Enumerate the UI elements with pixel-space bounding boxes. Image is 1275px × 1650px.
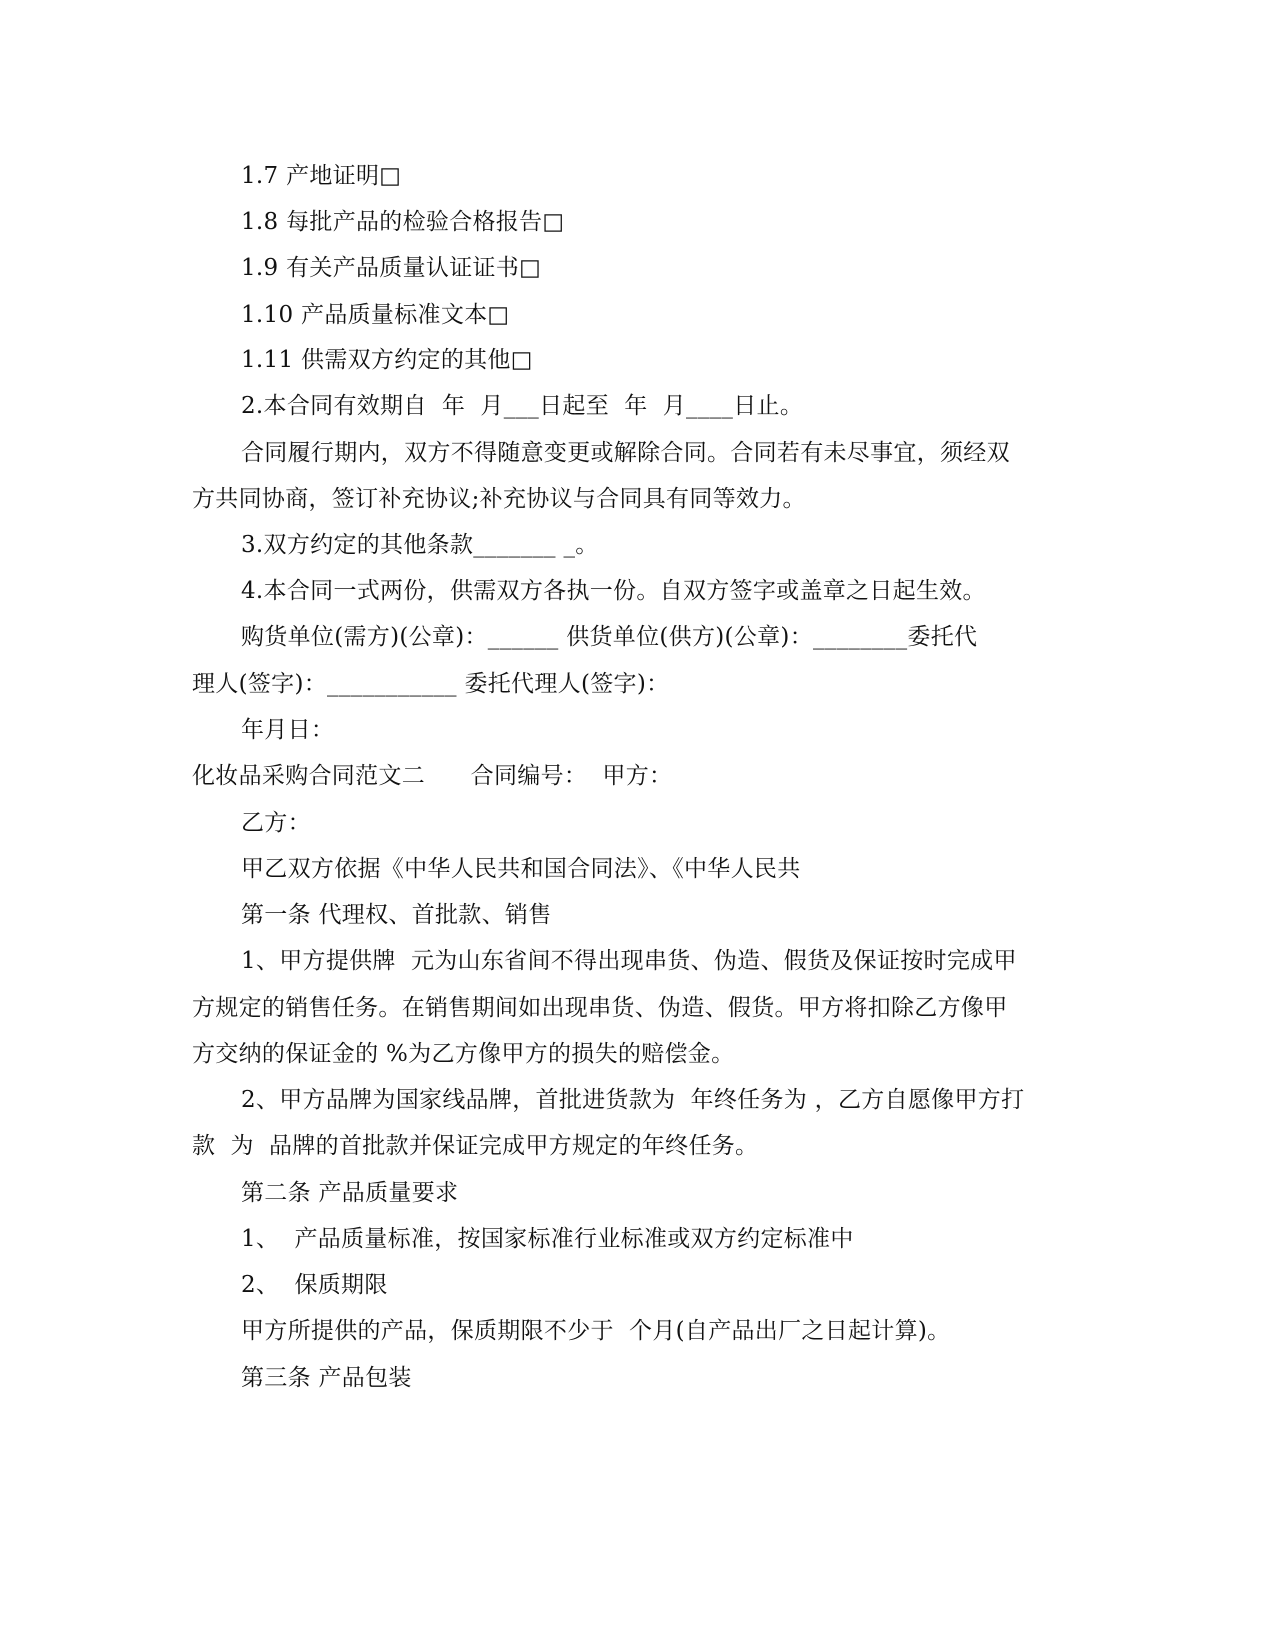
item-1-11: 1.11 供需双方约定的其他□ [241,347,533,373]
date-line: 年月日： [241,717,335,743]
article-1-heading: 第一条 代理权、首批款、销售 [241,902,552,928]
clause-3-other: 3.双方约定的其他条款_______ _。 [241,532,599,558]
list-item: 1、 产品质量标准，按国家标准行业标准或双方约定标准中 [241,1226,854,1252]
item-1-10: 1.10 产品质量标准文本□ [241,302,510,328]
item-1-7: 1.7 产地证明□ [241,163,402,189]
paragraph-line: 合同履行期内，双方不得随意变更或解除合同。合同若有未尽事宜，须经双 [241,440,1010,466]
party-b-line: 乙方： [241,810,311,836]
article-2-heading: 第二条 产品质量要求 [241,1180,459,1206]
contract-two-header: 化妆品采购合同范文二 合同编号： 甲方： [192,763,673,789]
signature-line: 理人(签字)：___________ 委托代理人(签字)： [192,671,670,697]
paragraph-line: 款 为 品牌的首批款并保证完成甲方规定的年终任务。 [192,1133,759,1159]
item-1-9: 1.9 有关产品质量认证证书□ [241,255,542,281]
paragraph-line: 1、甲方提供牌 元为山东省间不得出现串货、伪造、假货及保证按时完成甲 [241,948,1017,974]
signature-line: 购货单位(需方)(公章)：______ 供货单位(供方)(公章)：________委托代 [241,624,978,650]
list-item: 2、 保质期限 [241,1272,388,1298]
clause-2-validity: 2.本合同有效期自 年 月___日起至 年 月____日止。 [241,393,804,419]
paragraph-line: 方交纳的保证金的 %为乙方像甲方的损失的赔偿金。 [192,1041,735,1067]
item-1-8: 1.8 每批产品的检验合格报告□ [241,209,565,235]
paragraph-line: 方共同协商，签订补充协议;补充协议与合同具有同等效力。 [192,486,806,512]
article-3-heading: 第三条 产品包装 [241,1365,412,1391]
paragraph-line: 2、甲方品牌为国家线品牌，首批进货款为 年终任务为 ，乙方自愿像甲方打 [241,1087,1025,1113]
basis-line: 甲乙双方依据《中华人民共和国合同法》、《中华人民共 [241,856,801,882]
clause-4-copies: 4.本合同一式两份，供需双方各执一份。自双方签字或盖章之日起生效。 [241,578,986,604]
paragraph-line: 方规定的销售任务。在销售期间如出现串货、伪造、假货。甲方将扣除乙方像甲 [192,995,1008,1021]
paragraph-line: 甲方所提供的产品，保质期限不少于 个月(自产品出厂之日起计算)。 [241,1318,951,1344]
